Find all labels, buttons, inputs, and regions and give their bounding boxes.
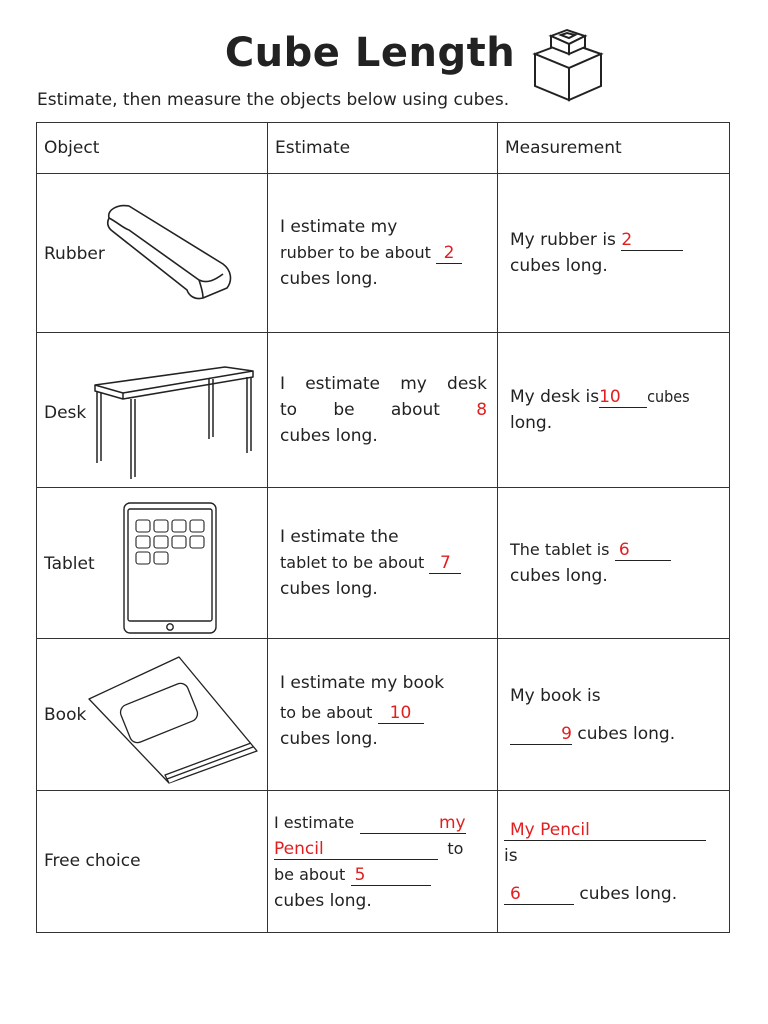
estimate-answer: 7 [439,553,451,573]
measurement-cell [498,639,730,791]
object-cell [37,639,268,791]
book-icon [85,653,261,787]
eraser-icon [103,202,237,302]
table-header-row [37,123,730,174]
object-name: Free choice [44,851,141,871]
estimate-answer: 8 [476,400,488,420]
instructions: Estimate, then measure the objects below using cubes. [37,90,510,110]
estimate-text: I estimate my book [280,672,445,693]
estimate-cell [268,174,498,333]
estimate-answer: my [439,812,466,833]
estimate-answer: 10 [389,702,412,723]
table-row [37,174,730,333]
header-measurement: Measurement [498,123,730,174]
estimate-text: cubes long. [280,426,378,446]
measurement-text: cubes long. [510,566,608,586]
table-row [37,488,730,639]
object-cell [37,174,268,333]
object-name: Desk [44,403,87,423]
measurement-text: The tablet is [510,540,610,559]
object-name: Tablet [44,554,95,574]
estimate-answer: 5 [354,864,366,885]
page-title: Cube Length [224,30,516,76]
header-object: Object [37,123,268,174]
measurement-text: cubes long. [579,883,678,904]
estimate-text: I estimate my [280,217,398,237]
estimate-text: be about [274,864,346,884]
measurement-text: My desk is [510,387,600,407]
estimate-text: to be about [280,702,373,722]
measurement-cell [498,333,730,488]
estimate-cell [268,488,498,639]
object-cell [37,488,268,639]
estimate-text: about [390,400,440,420]
table-row [37,333,730,488]
measurement-answer: 2 [621,230,633,250]
table-row [37,639,730,791]
measurement-text: My book is [510,685,601,706]
measurement-text: cubes long. [577,723,676,744]
estimate-text: I estimate my desk [280,374,487,394]
object-name: Book [44,705,87,725]
object-cell [37,333,268,488]
cube-length-table [36,122,730,933]
estimate-text: tablet to be about [280,553,425,572]
measurement-answer: 10 [599,387,621,407]
desk-icon [93,363,257,481]
object-name: Rubber [44,244,105,264]
estimate-cell [268,791,498,933]
table-row [37,791,730,933]
estimate-text: to [447,838,464,858]
measurement-text: cubes long. [510,256,608,276]
measurement-cell [498,488,730,639]
estimate-text: be [333,400,355,420]
estimate-cell [268,639,498,791]
estimate-text: cubes long. [274,890,372,911]
measurement-text: My rubber is [510,230,616,250]
header-estimate: Estimate [268,123,498,174]
estimate-answer: Pencil [274,838,324,859]
estimate-answer: 2 [443,243,455,263]
measurement-cell [498,174,730,333]
estimate-text: to [280,400,298,420]
estimate-text: cubes long. [280,579,378,599]
estimate-text: rubber to be about [280,243,431,262]
measurement-answer: 6 [618,540,630,560]
estimate-text: cubes long. [280,728,378,749]
estimate-cell [268,333,498,488]
measurement-answer: 6 [510,883,521,904]
estimate-text: cubes long. [280,269,378,289]
measurement-text: cubes [647,387,690,406]
estimate-text: I estimate [274,812,355,832]
cube-icon [529,20,605,102]
tablet-icon [123,502,217,634]
estimate-text: I estimate the [280,527,399,547]
object-cell [37,791,268,933]
measurement-text: long. [510,413,553,433]
measurement-answer: My Pencil [510,819,590,840]
measurement-text: is [504,845,518,866]
measurement-cell [498,791,730,933]
measurement-answer: 9 [561,723,572,744]
